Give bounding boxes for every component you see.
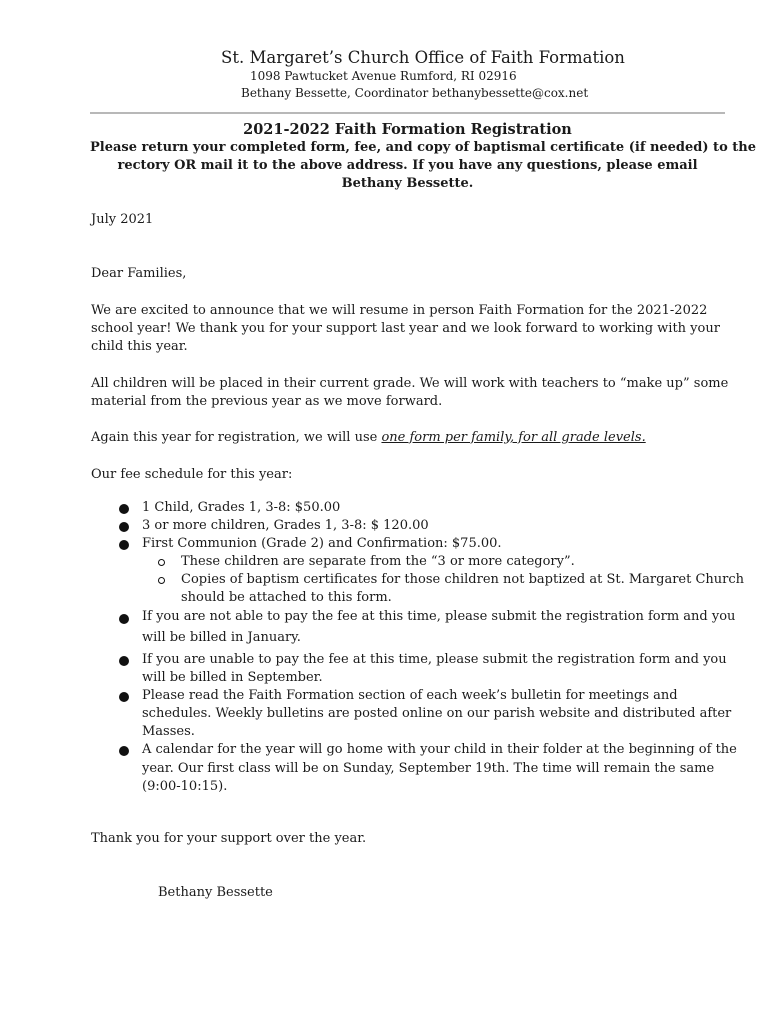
salutation: Dear Families,: [91, 266, 187, 281]
calendar-line-2: year. Our first class will be on Sunday, September 19th. The time will remain the same: [142, 761, 715, 776]
bulletin-line-2: schedules. Weekly bulletins are posted online on our parish website and distributed after: [142, 706, 732, 721]
billing-september-line-1: If you are unable to pay the fee at this time, please submit the registration form and you: [142, 652, 727, 667]
coordinator-contact: Bethany Bessette, Coordinator bethanybessette@cox.net: [241, 86, 589, 100]
fee-schedule-intro: Our fee schedule for this year:: [91, 467, 293, 482]
bullet-icon: [119, 540, 129, 550]
bullet-icon: [119, 614, 129, 624]
bullet-icon: [119, 656, 129, 666]
bulletin-line-1: Please read the Faith Formation section of each week’s bulletin for meetings and: [142, 688, 678, 703]
fee-item-communion-confirmation: First Communion (Grade 2) and Confirmation: $75.00.: [142, 536, 502, 551]
bulletin-line-3: Masses.: [142, 724, 195, 739]
instructions-line-3: Bethany Bessette.: [341, 176, 474, 191]
letter-date: July 2021: [91, 212, 154, 227]
bullet-icon: [119, 692, 129, 702]
billing-january-line-1: If you are not able to pay the fee at this time, please submit the registration form and you: [142, 609, 736, 624]
fee-item-one-child: 1 Child, Grades 1, 3-8: $50.00: [142, 500, 341, 515]
signature-name: Bethany Bessette: [158, 885, 273, 900]
paragraph-3-emphasis: one form per family, for all grade levels.: [381, 430, 646, 445]
paragraph-2-line-2: material from the previous year as we move forward.: [91, 394, 443, 409]
instructions-line-2: rectory OR mail it to the above address. If you have any questions, please email: [117, 158, 698, 173]
bullet-icon: [119, 746, 129, 756]
paragraph-1-line-2: school year! We thank you for your support last year and we look forward to working with your: [91, 321, 720, 336]
document-title: 2021-2022 Faith Formation Registration: [243, 121, 572, 138]
paragraph-2-line-1: All children will be placed in their current grade. We will work with teachers to “make up” some: [91, 376, 729, 391]
billing-january-line-2: will be billed in January.: [142, 630, 301, 645]
calendar-line-1: A calendar for the year will go home with your child in their folder at the beginning of the: [142, 742, 737, 757]
org-name: St. Margaret’s Church Office of Faith Formation: [221, 48, 625, 67]
sub-item-baptism-line-2: should be attached to this form.: [181, 590, 392, 605]
billing-september-line-2: will be billed in September.: [142, 670, 323, 685]
paragraph-3-prefix: Again this year for registration, we will use: [91, 430, 382, 445]
org-address: 1098 Pawtucket Avenue Rumford, RI 02916: [250, 69, 517, 83]
paragraph-1-line-3: child this year.: [91, 339, 188, 354]
sub-bullet-icon: [158, 559, 165, 566]
bullet-icon: [119, 522, 129, 532]
paragraph-1-line-1: We are excited to announce that we will resume in person Faith Formation for the 2021-2022: [91, 303, 708, 318]
paragraph-3: [91, 430, 646, 445]
fee-item-three-children: 3 or more children, Grades 1, 3-8: $ 120.00: [142, 518, 429, 533]
instructions-line-1: Please return your completed form, fee, and copy of baptismal certificate (if needed) to the: [90, 140, 756, 155]
bullet-icon: [119, 504, 129, 514]
sub-item-baptism-line-1: Copies of baptism certificates for those children not baptized at St. Margaret Church: [181, 572, 745, 587]
closing-line: Thank you for your support over the year.: [91, 831, 367, 846]
sub-item-separate-category: These children are separate from the “3 or more category”.: [181, 554, 575, 569]
header-divider: [90, 112, 725, 114]
sub-bullet-icon: [158, 577, 165, 584]
calendar-line-3: (9:00-10:15).: [142, 779, 228, 794]
